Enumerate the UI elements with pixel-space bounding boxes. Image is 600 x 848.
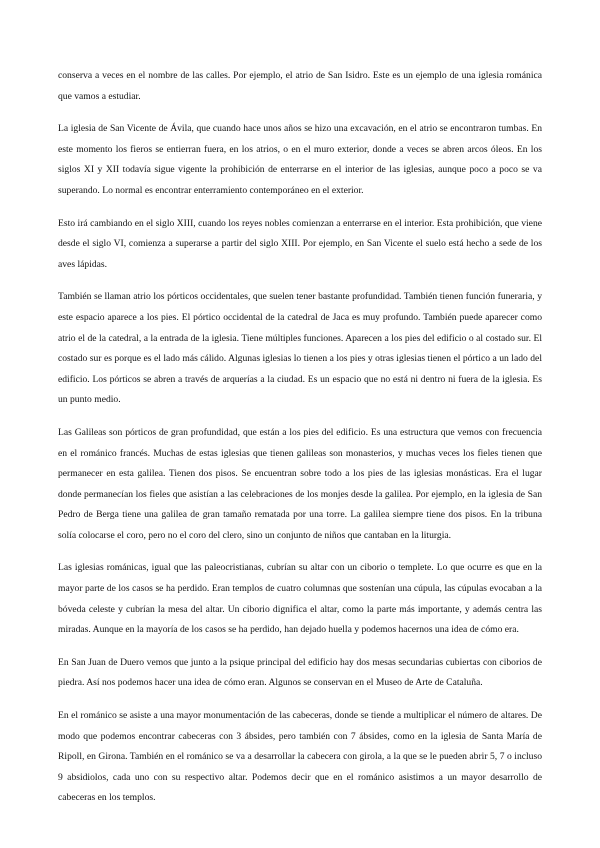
paragraph-3: Esto irá cambiando en el siglo XIII, cuando los reyes nobles comienzan a enterrarse en el interior. Esta prohibición, que viene desde el siglo VI, comienza a superarse a partir del siglo XIII. Por ejemplo, en San Vicente el suelo está hecho a sede de los aves lápidas. <box>58 217 542 270</box>
paragraph-4: También se llaman atrio los pórticos occidentales, que suelen tener bastante profundidad. También tienen función funeraria, y este espacio aparece a los pies. El pórtico occidental de la catedral de Jaca es muy profundo. También puede aparecer como atrio el de la catedral, a la entrada de la iglesia. Tiene múltiples funciones. Aparecen a los pies del edificio o al costado sur. El costado sur es porque es el lado más cálido. Algunas iglesias lo tienen a los pies y otras iglesias tienen el pórtico a un lado del edificio. Los pórticos se abren a través de arquerías a la ciudad. Es un espacio que no está ni dentro ni fuera de la iglesia. Es un punto medio. <box>58 291 542 406</box>
paragraph-5: Las Galileas son pórticos de gran profundidad, que están a los pies del edificio. Es una estructura que vemos con frecuencia en el románico francés. Muchas de estas iglesias que tienen galileas son monasterios, y muchas veces los fieles tienen que permanecer en esta galilea. Tienen dos pisos. Se encuentran sobre todo a los pies de las iglesias monásticas. Era el lugar donde permanecían los fieles que asistían a las celebraciones de los monjes desde la galilea. Por ejemplo, en la iglesia de San Pedro de Berga tiene una galilea de gran tamaño rematada por una torre. La galilea siempre tiene dos pisos. En la tribuna solía colocarse el coro, pero no el coro del clero, sino un conjunto de niños que cantaban en la liturgia. <box>58 426 542 541</box>
paragraph-1: conserva a veces en el nombre de las calles. Por ejemplo, el atrio de San Isidro. Este es un ejemplo de una iglesia románica que vamos a estudiar. <box>58 70 542 102</box>
paragraph-2: La iglesia de San Vicente de Ávila, que cuando hace unos años se hizo una excavación, en el atrio se encontraron tumbas. En este momento los fieros se entierran fuera, en los atrios, o en el muro exterior, donde a veces se abren arcos óleos. En los siglos XI y XII todavía sigue vigente la prohibición de enterrarse en el interior de las iglesias, aunque poco a poco se va superando. Lo normal es encontrar enterramiento contemporáneo en el exterior. <box>58 123 542 196</box>
paragraph-6: Las iglesias románicas, igual que las paleocristianas, cubrían su altar con un ciborio o templete. Lo que ocurre es que en la mayor parte de los casos se ha perdido. Eran templos de cuatro columnas que sostenían una cúpula, las cúpulas evocaban a la bóveda celeste y cubrían la mesa del altar. Un ciborio dignifica el altar, como la parte más importante, y además centra las miradas. Aunque en la mayoría de los casos se ha perdido, han dejado huella y podemos hacernos una idea de cómo era. <box>58 562 542 636</box>
paragraph-8: En el románico se asiste a una mayor monumentación de las cabeceras, donde se tiende a multiplicar el número de altares. De modo que podemos encontrar cabeceras con 3 ábsides, pero también con 7 ábsides, como en la iglesia de Santa María de Ripoll, en Girona. También en el románico se va a desarrollar la cabecera con girola, a la que se le pueden abrir 5, 7 o incluso 9 absidiolos, cada uno con su respectivo altar. Podemos decir que en el románico asistimos a un mayor desarrollo de cabeceras en los templos. <box>58 710 542 804</box>
paragraph-7: En San Juan de Duero vemos que junto a la psique principal del edificio hay dos mesas secundarias cubiertas con ciborios de piedra. Así nos podemos hacer una idea de cómo eran. Algunos se conservan en el Museo de Arte de Cataluña. <box>58 656 542 689</box>
